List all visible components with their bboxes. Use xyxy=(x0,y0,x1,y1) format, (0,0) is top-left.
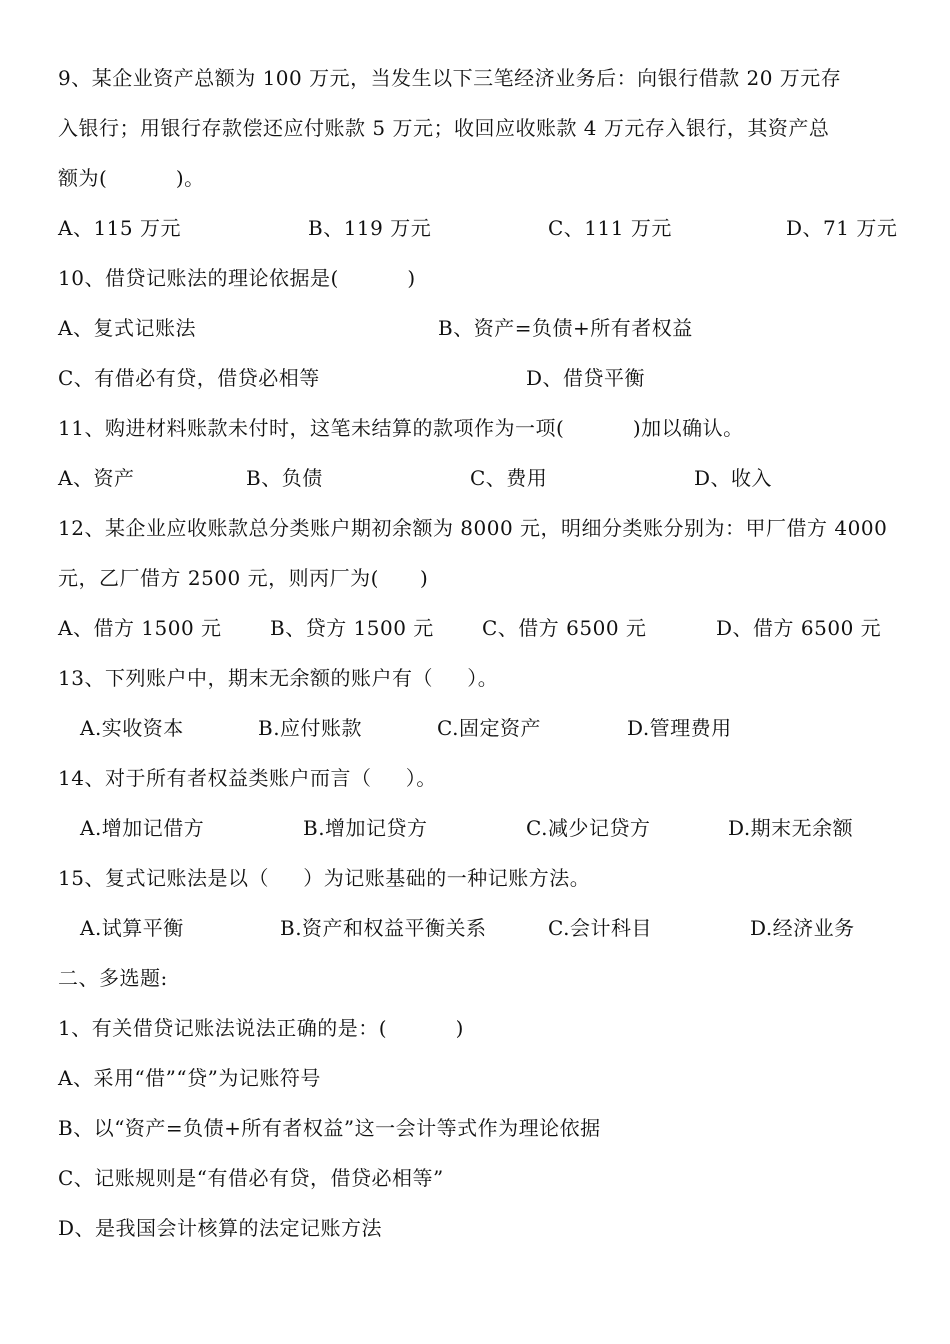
question-14-option-d: D.期末无余额 xyxy=(728,816,854,840)
question-11-option-d: D、收入 xyxy=(694,466,773,490)
question-13-option-b: B.应付账款 xyxy=(258,716,363,740)
question-14-option-c: C.减少记贷方 xyxy=(526,816,651,840)
question-12-line-2: 元，乙厂借方 2500 元，则丙厂为( ) xyxy=(58,566,429,590)
question-15-option-c: C.会计科目 xyxy=(548,916,652,940)
question-11-option-c: C、费用 xyxy=(470,466,548,490)
question-13-option-a: A.实收资本 xyxy=(80,716,184,740)
question-13-line-1: 13、下列账户中，期末无余额的账户有（ ）。 xyxy=(58,666,499,690)
question-15-line-1: 15、复式记账法是以（ ）为记账基础的一种记账方法。 xyxy=(58,866,591,890)
question-11-option-b: B、负债 xyxy=(246,466,323,490)
question-10-option-a: A、复式记账法 xyxy=(58,316,196,340)
question-9-line-1: 9、某企业资产总额为 100 万元，当发生以下三笔经济业务后：向银行借款 20 万元存 xyxy=(58,66,842,90)
question-12-option-c: C、借方 6500 元 xyxy=(482,616,647,640)
multi-question-1-option-a: A、采用“借”“贷”为记账符号 xyxy=(58,1066,321,1090)
section-2-heading: 二、多选题: xyxy=(58,966,168,990)
question-10-option-c: C、有借必有贷，借贷必相等 xyxy=(58,366,320,390)
question-10-option-d: D、借贷平衡 xyxy=(526,366,646,390)
question-9-option-d: D、71 万元 xyxy=(786,216,898,240)
question-15-option-b: B.资产和权益平衡关系 xyxy=(280,916,487,940)
question-9-option-a: A、115 万元 xyxy=(58,216,181,240)
multi-question-1-option-c: C、记账规则是“有借必有贷，借贷必相等” xyxy=(58,1166,444,1190)
question-10-line-1: 10、借贷记账法的理论依据是( ) xyxy=(58,266,416,290)
question-13-option-c: C.固定资产 xyxy=(437,716,541,740)
question-9-line-3: 额为( )。 xyxy=(58,166,205,190)
question-13-option-d: D.管理费用 xyxy=(627,716,732,740)
question-15-option-d: D.经济业务 xyxy=(750,916,855,940)
question-9-option-b: B、119 万元 xyxy=(308,216,432,240)
question-14-option-a: A.增加记借方 xyxy=(80,816,205,840)
question-12-line-1: 12、某企业应收账款总分类账户期初余额为 8000 元，明细分类账分别为：甲厂借方 4000 xyxy=(58,516,888,540)
question-14-option-b: B.增加记贷方 xyxy=(303,816,428,840)
question-12-option-d: D、借方 6500 元 xyxy=(716,616,882,640)
question-9-line-2: 入银行；用银行存款偿还应付账款 5 万元；收回应收账款 4 万元存入银行，其资产总 xyxy=(58,116,830,140)
question-15-option-a: A.试算平衡 xyxy=(80,916,184,940)
multi-question-1-option-b: B、以“资产=负债+所有者权益”这一会计等式作为理论依据 xyxy=(58,1116,601,1140)
question-11-option-a: A、资产 xyxy=(58,466,135,490)
multi-question-1-option-d: D、是我国会计核算的法定记账方法 xyxy=(58,1216,383,1240)
question-10-option-b: B、资产=负债+所有者权益 xyxy=(438,316,693,340)
question-11-line-1: 11、购进材料账款未付时，这笔未结算的款项作为一项( )加以确认。 xyxy=(58,416,744,440)
question-9-option-c: C、111 万元 xyxy=(548,216,672,240)
question-12-option-b: B、贷方 1500 元 xyxy=(270,616,434,640)
question-12-option-a: A、借方 1500 元 xyxy=(58,616,222,640)
question-14-line-1: 14、对于所有者权益类账户而言（ ）。 xyxy=(58,766,437,790)
multi-question-1-line-1: 1、有关借贷记账法说法正确的是：( ) xyxy=(58,1016,464,1040)
